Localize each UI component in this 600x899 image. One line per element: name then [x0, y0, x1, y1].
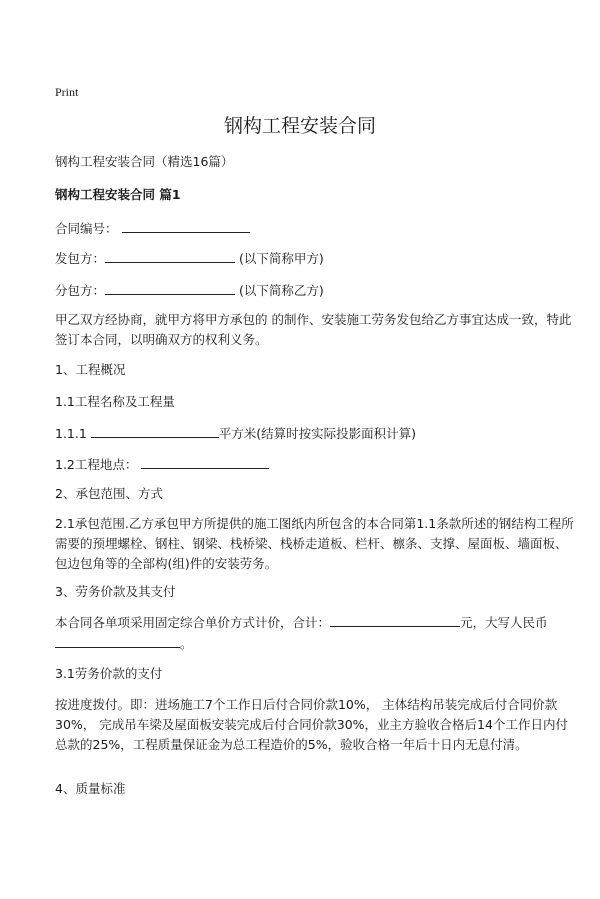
price-words-blank [55, 633, 180, 648]
section-1-1: 1.1工程名称及工程量 [55, 394, 175, 409]
print-label: Print [55, 85, 79, 99]
contract-no-label: 合同编号： [55, 221, 118, 236]
location-blank [141, 454, 269, 469]
item-number: 1.1.1 [55, 426, 91, 441]
page-title: 钢构工程安装合同 [223, 115, 376, 137]
party-b-label: 分包方： [55, 283, 106, 298]
party-b-blank [105, 280, 235, 295]
section-2-1: 2.1承包范围.乙方承包甲方所提供的施工图纸内所包含的本合同第1.1条款所述的钢结构工程所需要的预埋螺栓、钢柱、钢梁、栈桥梁、栈桥走道板、栏杆、檩条、支撑、屋面板、墙面板、包边包角等的全部构(组)件的安装劳务。 [55, 516, 574, 571]
party-b-line [55, 280, 575, 301]
party-a-suffix: (以下简称甲方) [239, 251, 324, 266]
section-2: 2、承包范围、方式 [55, 486, 163, 501]
contract-no-line [55, 218, 575, 239]
section-4: 4、质量标准 [55, 781, 126, 796]
section-3-1-text: 按进度拨付。即：进场施工7个工作日后付合同价款10%， 主体结构吊装完成后付合同价款30%， 完成吊车梁及屋面板安装完成后付合同价款30%，业主方验收合格后14个工作日内付总款的25%，工程质量保证金为总工程造价的5%，验收合格一年后十日内无息付清。 [55, 697, 568, 752]
price-mid: 元，大写人民币 [460, 615, 548, 630]
party-a-label: 发包方： [55, 251, 106, 266]
party-b-suffix: (以下简称乙方) [239, 283, 324, 298]
section-1-2 [55, 454, 575, 475]
section-3-1: 3.1劳务价款的支付 [55, 666, 163, 681]
section-1-1-1 [55, 423, 575, 444]
location-label: 1.2工程地点： [55, 457, 138, 472]
contract-no-blank [122, 218, 250, 233]
section-3: 3、劳务价款及其支付 [55, 584, 176, 599]
area-suffix: 平方米(结算时按实际投影面积计算) [218, 426, 417, 441]
intro-paragraph: 甲乙双方经协商，就甲方将甲方承包的 的制作、安装施工劳务发包给乙方事宜达成一致，特此签订本合同，以明确双方的权利义务。 [55, 312, 572, 347]
price-label: 本合同各单项采用固定综合单价方式计价，合计： [55, 615, 331, 630]
party-a-line [55, 248, 575, 269]
subtitle: 钢构工程安装合同（精选16篇） [55, 154, 234, 169]
section-3-text [55, 612, 575, 654]
section-heading: 钢构工程安装合同 篇1 [55, 187, 181, 202]
price-blank [330, 612, 460, 627]
price-end: 。 [180, 636, 193, 651]
section-1: 1、工程概况 [55, 362, 126, 377]
party-a-blank [105, 248, 235, 263]
area-blank [91, 423, 219, 438]
